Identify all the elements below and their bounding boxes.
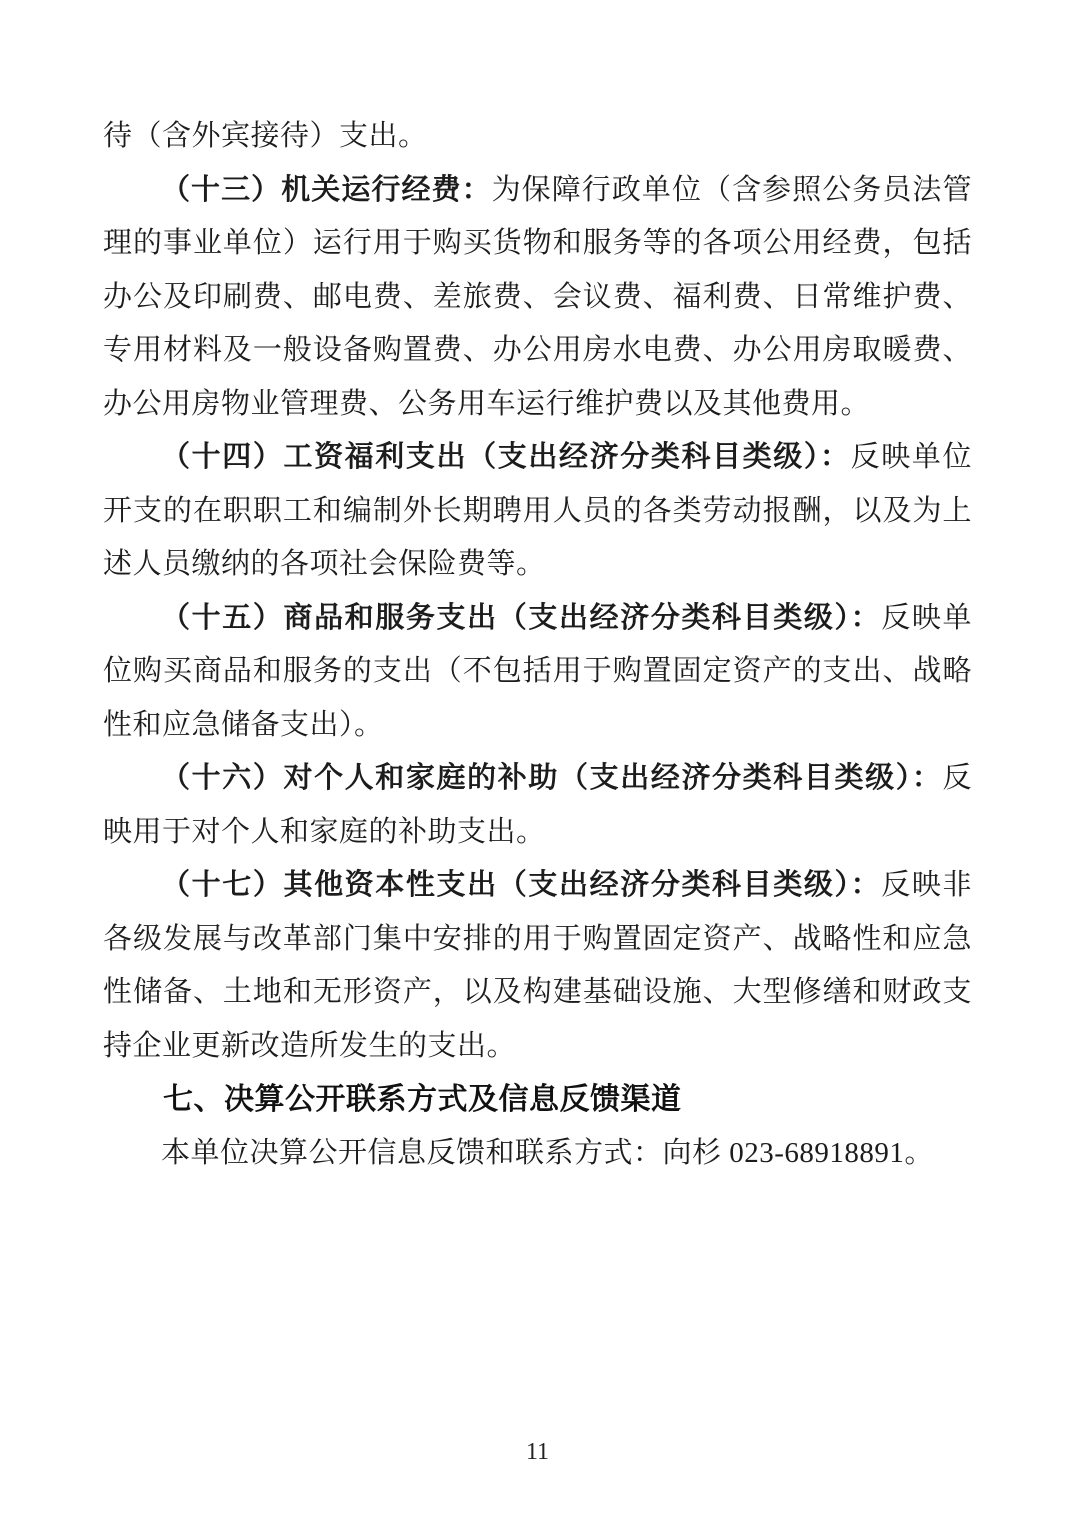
paragraph-item-17 bbox=[103, 859, 972, 1073]
page-number: 11 bbox=[525, 1439, 550, 1465]
paragraph-item-17-lead: （十七）其他资本性支出（支出经济分类科目类级）： bbox=[161, 869, 882, 901]
paragraph-item-15-body: 反映单位购买商品和服务的支出（不包括用于购置固定资产的支出、战略性和应急储备支出）。 bbox=[103, 601, 972, 741]
paragraph-item-14-body: 反映单位开支的在职职工和编制外长期聘用人员的各类劳动报酬，以及为上述人员缴纳的各项社会保险费等。 bbox=[103, 441, 972, 580]
paragraph-item-15 bbox=[103, 592, 972, 753]
paragraph-item-13-body: 为保障行政单位（含参照公务员法管理的事业单位）运行用于购买货物和服务等的各项公用经费，包括办公及印刷费、邮电费、差旅费、会议费、福利费、日常维护费、专用材料及一般设备购置费、办公用房水电费、办公用房取暖费、办公用房物业管理费、公务用车运行维护费以及其他费用。 bbox=[103, 173, 972, 420]
document-body bbox=[103, 110, 972, 1180]
paragraph-item-17-body: 反映非各级发展与改革部门集中安排的用于购置固定资产、战略性和应急性储备、土地和无形资产，以及构建基础设施、大型修缮和财政支持企业更新改造所发生的支出。 bbox=[103, 869, 972, 1062]
paragraph-item-13 bbox=[103, 164, 972, 432]
paragraph-item-14-lead: （十四）工资福利支出（支出经济分类科目类级）： bbox=[161, 441, 851, 473]
paragraph-item-16-body: 反映用于对个人和家庭的补助支出。 bbox=[103, 762, 972, 848]
paragraph-item-16 bbox=[103, 752, 972, 859]
paragraph-item-14 bbox=[103, 431, 972, 592]
paragraph-continuation: 待（含外宾接待）支出。 bbox=[103, 120, 428, 152]
paragraph-item-16-lead: （十六）对个人和家庭的补助（支出经济分类科目类级）： bbox=[161, 762, 943, 794]
paragraph-item-15-lead: （十五）商品和服务支出（支出经济分类科目类级）： bbox=[161, 601, 882, 634]
section-heading-seven: 七、决算公开联系方式及信息反馈渠道 bbox=[163, 1083, 682, 1116]
paragraph-item-13-lead: （十三）机关运行经费： bbox=[161, 173, 492, 206]
paragraph-contact: 本单位决算公开信息反馈和联系方式：向杉 023-68918891。 bbox=[161, 1136, 934, 1169]
